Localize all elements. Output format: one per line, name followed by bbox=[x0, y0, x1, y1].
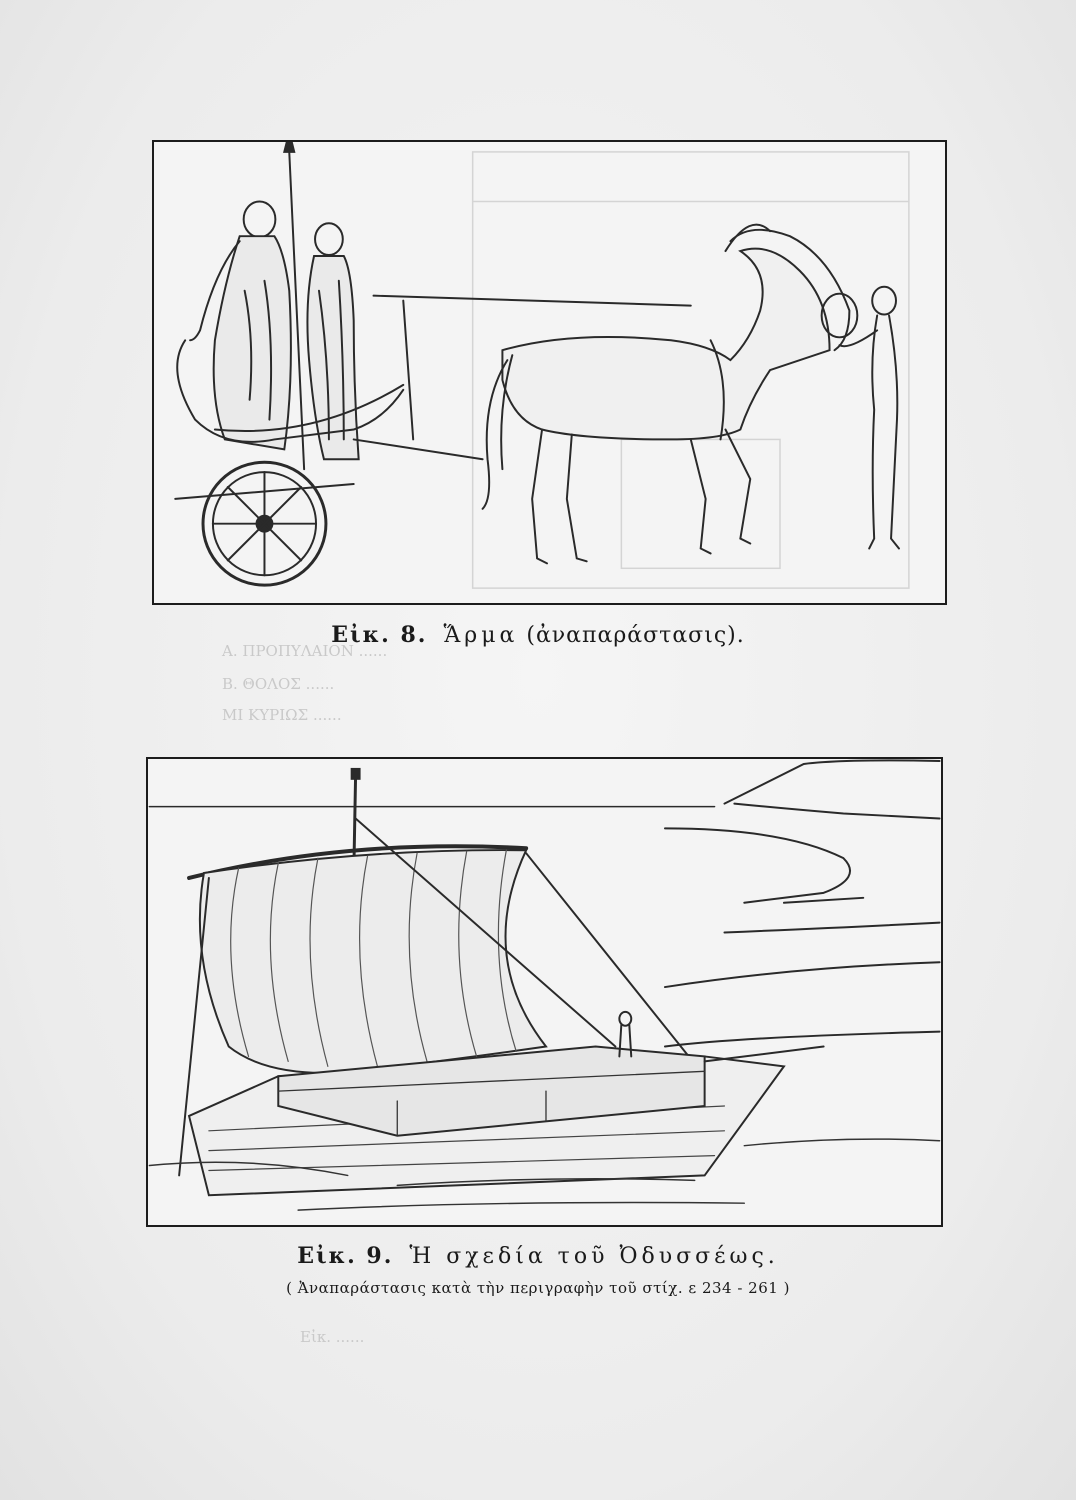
figure-8-label: Εἰκ. 8. bbox=[331, 622, 428, 648]
figure-9-label: Εἰκ. 9. bbox=[297, 1243, 394, 1269]
show-through-text: Β. ΘΟΛΟΣ ...... bbox=[222, 675, 335, 693]
show-through-text: Α. ΠΡΟΠΥΛΑΙΟΝ ...... bbox=[222, 642, 388, 660]
figure-8-title: Ἅρμα bbox=[443, 623, 519, 648]
figure-8-caption-rest: (ἀναπαράστασις). bbox=[526, 623, 745, 648]
figure-8-caption bbox=[0, 622, 1076, 648]
raft-drawing bbox=[148, 759, 941, 1225]
show-through-text: ΜΙ ΚΥΡΙΩΣ ...... bbox=[222, 706, 342, 724]
figure-9-caption bbox=[0, 1243, 1076, 1269]
figure-9-illustration bbox=[146, 757, 943, 1227]
figure-9-title: Ἡ σχεδία τοῦ Ὀδυσσέως. bbox=[409, 1244, 779, 1269]
show-through-text: Εἰκ. ...... bbox=[300, 1328, 365, 1346]
figure-9-subcaption: ( Ἀναπαράστασις κατὰ τὴν περιγραφὴν τοῦ στίχ. ε 234 - 261 ) bbox=[286, 1279, 790, 1297]
figure-8-illustration bbox=[152, 140, 947, 605]
chariot-drawing bbox=[154, 142, 945, 603]
